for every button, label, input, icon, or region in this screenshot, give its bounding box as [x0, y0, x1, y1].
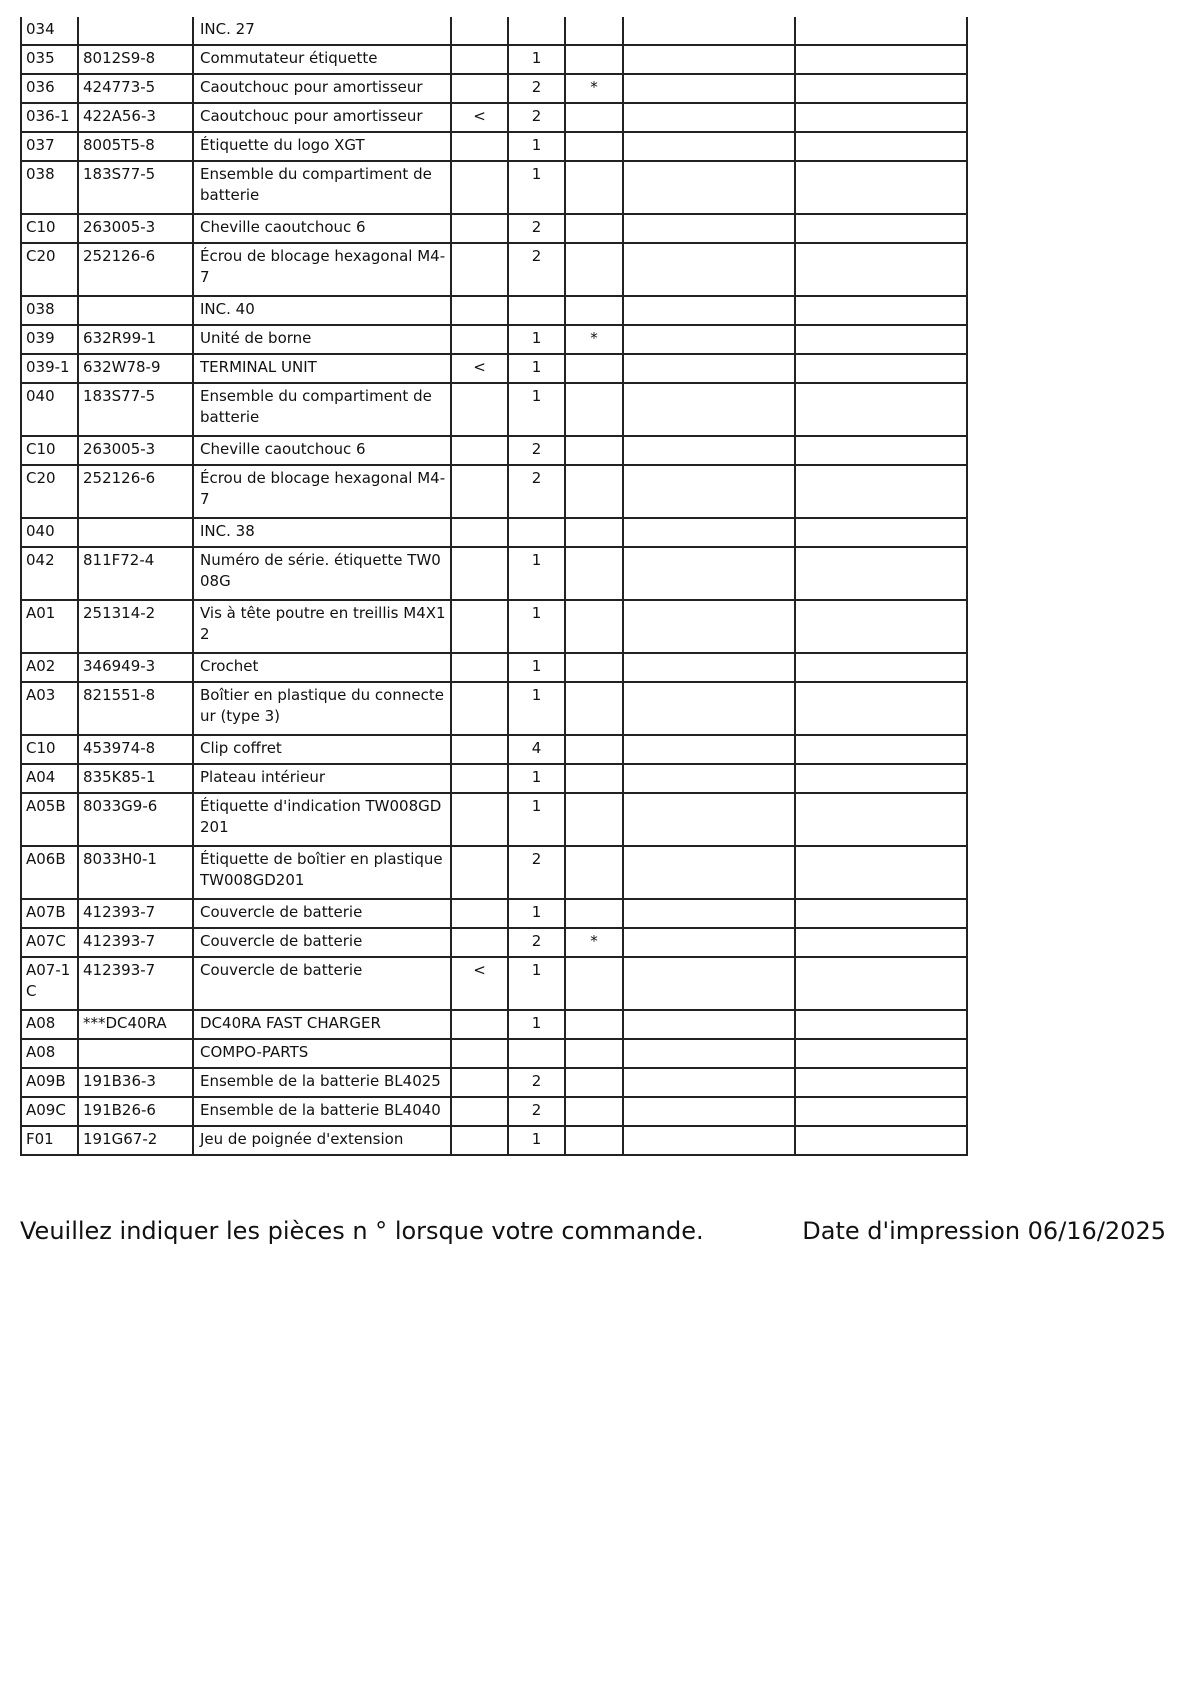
substitution-mark-cell — [451, 17, 508, 45]
part-number-cell: 8012S9-8 — [78, 45, 193, 74]
part-number-cell — [78, 17, 193, 45]
part-number-cell: 183S77-5 — [78, 383, 193, 436]
empty-cell — [623, 45, 795, 74]
empty-cell — [623, 518, 795, 547]
item-number-cell: 036-1 — [21, 103, 78, 132]
empty-cell — [795, 682, 967, 735]
table-row — [21, 547, 967, 600]
flag-cell — [565, 1097, 623, 1126]
table-row — [21, 518, 967, 547]
part-number-cell: 422A56-3 — [78, 103, 193, 132]
description-cell: Étiquette d'indication TW008GD201 — [193, 793, 451, 846]
table-row — [21, 846, 967, 899]
item-number-cell: 035 — [21, 45, 78, 74]
flag-cell — [565, 132, 623, 161]
substitution-mark-cell — [451, 735, 508, 764]
part-number-cell: 263005-3 — [78, 436, 193, 465]
quantity-cell: 2 — [508, 1068, 565, 1097]
item-number-cell: A07-1C — [21, 957, 78, 1010]
flag-cell — [565, 161, 623, 214]
empty-cell — [795, 653, 967, 682]
empty-cell — [795, 325, 967, 354]
item-number-cell: A03 — [21, 682, 78, 735]
empty-cell — [795, 1010, 967, 1039]
description-cell: Jeu de poignée d'extension — [193, 1126, 451, 1155]
empty-cell — [623, 957, 795, 1010]
part-number-cell — [78, 296, 193, 325]
flag-cell — [565, 296, 623, 325]
table-row — [21, 1126, 967, 1155]
empty-cell — [795, 1126, 967, 1155]
empty-cell — [795, 518, 967, 547]
flag-cell — [565, 243, 623, 296]
quantity-cell: 1 — [508, 899, 565, 928]
empty-cell — [795, 793, 967, 846]
table-row — [21, 74, 967, 103]
quantity-cell: 2 — [508, 846, 565, 899]
description-cell: COMPO-PARTS — [193, 1039, 451, 1068]
table-row — [21, 436, 967, 465]
substitution-mark-cell — [451, 518, 508, 547]
empty-cell — [795, 846, 967, 899]
empty-cell — [795, 74, 967, 103]
substitution-mark-cell — [451, 846, 508, 899]
empty-cell — [795, 1097, 967, 1126]
description-cell: Unité de borne — [193, 325, 451, 354]
flag-cell — [565, 1126, 623, 1155]
description-cell: Étiquette du logo XGT — [193, 132, 451, 161]
quantity-cell: 2 — [508, 436, 565, 465]
description-cell: Caoutchouc pour amortisseur — [193, 103, 451, 132]
quantity-cell — [508, 1039, 565, 1068]
flag-cell — [565, 653, 623, 682]
flag-cell — [565, 1039, 623, 1068]
part-number-cell: 8033G9-6 — [78, 793, 193, 846]
item-number-cell: 038 — [21, 296, 78, 325]
empty-cell — [623, 682, 795, 735]
substitution-mark-cell — [451, 1039, 508, 1068]
part-number-cell: 412393-7 — [78, 899, 193, 928]
table-row — [21, 735, 967, 764]
description-cell: Écrou de blocage hexagonal M4-7 — [193, 243, 451, 296]
quantity-cell — [508, 17, 565, 45]
part-number-cell: 252126-6 — [78, 465, 193, 518]
description-cell: Cheville caoutchouc 6 — [193, 436, 451, 465]
quantity-cell: 2 — [508, 1097, 565, 1126]
table-row — [21, 682, 967, 735]
order-note: Veuillez indiquer les pièces n ° lorsque votre commande. — [20, 1217, 704, 1245]
substitution-mark-cell — [451, 45, 508, 74]
empty-cell — [623, 103, 795, 132]
empty-cell — [795, 45, 967, 74]
description-cell: Ensemble du compartiment de batterie — [193, 161, 451, 214]
part-number-cell: 412393-7 — [78, 928, 193, 957]
empty-cell — [623, 1010, 795, 1039]
quantity-cell — [508, 518, 565, 547]
empty-cell — [795, 354, 967, 383]
substitution-mark-cell: < — [451, 103, 508, 132]
substitution-mark-cell — [451, 132, 508, 161]
table-row — [21, 1039, 967, 1068]
empty-cell — [623, 161, 795, 214]
flag-cell — [565, 899, 623, 928]
substitution-mark-cell — [451, 465, 508, 518]
empty-cell — [623, 74, 795, 103]
quantity-cell: 2 — [508, 74, 565, 103]
empty-cell — [795, 383, 967, 436]
empty-cell — [623, 132, 795, 161]
empty-cell — [795, 436, 967, 465]
part-number-cell: 811F72-4 — [78, 547, 193, 600]
flag-cell — [565, 214, 623, 243]
flag-cell — [565, 735, 623, 764]
quantity-cell: 2 — [508, 465, 565, 518]
item-number-cell: 040 — [21, 518, 78, 547]
part-number-cell: 251314-2 — [78, 600, 193, 653]
substitution-mark-cell — [451, 682, 508, 735]
part-number-cell: ***DC40RA — [78, 1010, 193, 1039]
print-date: Date d'impression 06/16/2025 — [802, 1217, 1166, 1245]
item-number-cell: A07B — [21, 899, 78, 928]
quantity-cell: 2 — [508, 243, 565, 296]
empty-cell — [795, 161, 967, 214]
item-number-cell: A08 — [21, 1010, 78, 1039]
empty-cell — [623, 1039, 795, 1068]
description-cell: DC40RA FAST CHARGER — [193, 1010, 451, 1039]
empty-cell — [795, 296, 967, 325]
flag-cell — [565, 1068, 623, 1097]
table-row — [21, 1097, 967, 1126]
item-number-cell: A06B — [21, 846, 78, 899]
substitution-mark-cell — [451, 325, 508, 354]
description-cell: Clip coffret — [193, 735, 451, 764]
flag-cell — [565, 45, 623, 74]
table-row — [21, 45, 967, 74]
flag-cell — [565, 518, 623, 547]
part-number-cell: 8033H0-1 — [78, 846, 193, 899]
part-number-cell — [78, 518, 193, 547]
empty-cell — [623, 653, 795, 682]
quantity-cell: 1 — [508, 45, 565, 74]
description-cell: INC. 38 — [193, 518, 451, 547]
empty-cell — [623, 928, 795, 957]
quantity-cell: 1 — [508, 793, 565, 846]
part-number-cell: 8005T5-8 — [78, 132, 193, 161]
part-number-cell: 835K85-1 — [78, 764, 193, 793]
description-cell: Numéro de série. étiquette TW008G — [193, 547, 451, 600]
quantity-cell: 1 — [508, 957, 565, 1010]
table-row — [21, 1010, 967, 1039]
item-number-cell: C10 — [21, 214, 78, 243]
empty-cell — [795, 465, 967, 518]
item-number-cell: A01 — [21, 600, 78, 653]
substitution-mark-cell — [451, 793, 508, 846]
item-number-cell: 037 — [21, 132, 78, 161]
empty-cell — [795, 735, 967, 764]
substitution-mark-cell — [451, 1097, 508, 1126]
flag-cell: * — [565, 325, 623, 354]
parts-table — [20, 17, 968, 1156]
empty-cell — [623, 17, 795, 45]
table-row — [21, 1068, 967, 1097]
substitution-mark-cell — [451, 1010, 508, 1039]
substitution-mark-cell — [451, 764, 508, 793]
item-number-cell: 039-1 — [21, 354, 78, 383]
description-cell: Ensemble du compartiment de batterie — [193, 383, 451, 436]
table-row — [21, 354, 967, 383]
part-number-cell: 424773-5 — [78, 74, 193, 103]
flag-cell: * — [565, 74, 623, 103]
quantity-cell: 2 — [508, 103, 565, 132]
quantity-cell: 1 — [508, 682, 565, 735]
item-number-cell: A07C — [21, 928, 78, 957]
empty-cell — [623, 846, 795, 899]
substitution-mark-cell: < — [451, 957, 508, 1010]
substitution-mark-cell — [451, 600, 508, 653]
item-number-cell: A09C — [21, 1097, 78, 1126]
table-row — [21, 928, 967, 957]
part-number-cell: 346949-3 — [78, 653, 193, 682]
empty-cell — [623, 1126, 795, 1155]
flag-cell — [565, 103, 623, 132]
empty-cell — [623, 547, 795, 600]
quantity-cell: 1 — [508, 600, 565, 653]
description-cell: Couvercle de batterie — [193, 957, 451, 1010]
part-number-cell: 252126-6 — [78, 243, 193, 296]
table-row — [21, 17, 967, 45]
description-cell: INC. 40 — [193, 296, 451, 325]
table-row — [21, 465, 967, 518]
empty-cell — [795, 1068, 967, 1097]
quantity-cell: 1 — [508, 547, 565, 600]
item-number-cell: 036 — [21, 74, 78, 103]
table-row — [21, 214, 967, 243]
empty-cell — [795, 214, 967, 243]
empty-cell — [623, 600, 795, 653]
substitution-mark-cell — [451, 928, 508, 957]
empty-cell — [623, 735, 795, 764]
part-number-cell: 263005-3 — [78, 214, 193, 243]
empty-cell — [623, 465, 795, 518]
item-number-cell: F01 — [21, 1126, 78, 1155]
empty-cell — [795, 1039, 967, 1068]
empty-cell — [623, 296, 795, 325]
quantity-cell: 1 — [508, 653, 565, 682]
item-number-cell: A05B — [21, 793, 78, 846]
item-number-cell: C20 — [21, 243, 78, 296]
description-cell: Ensemble de la batterie BL4040 — [193, 1097, 451, 1126]
substitution-mark-cell — [451, 243, 508, 296]
part-number-cell: 183S77-5 — [78, 161, 193, 214]
item-number-cell: A08 — [21, 1039, 78, 1068]
description-cell: Écrou de blocage hexagonal M4-7 — [193, 465, 451, 518]
item-number-cell: 042 — [21, 547, 78, 600]
empty-cell — [623, 793, 795, 846]
substitution-mark-cell — [451, 899, 508, 928]
description-cell: TERMINAL UNIT — [193, 354, 451, 383]
empty-cell — [623, 383, 795, 436]
table-row — [21, 764, 967, 793]
flag-cell — [565, 600, 623, 653]
part-number-cell — [78, 1039, 193, 1068]
empty-cell — [623, 243, 795, 296]
empty-cell — [623, 436, 795, 465]
substitution-mark-cell: < — [451, 354, 508, 383]
quantity-cell: 1 — [508, 354, 565, 383]
quantity-cell: 2 — [508, 214, 565, 243]
item-number-cell: A04 — [21, 764, 78, 793]
flag-cell — [565, 17, 623, 45]
empty-cell — [795, 764, 967, 793]
substitution-mark-cell — [451, 74, 508, 103]
flag-cell — [565, 764, 623, 793]
empty-cell — [795, 17, 967, 45]
substitution-mark-cell — [451, 296, 508, 325]
substitution-mark-cell — [451, 436, 508, 465]
description-cell: Vis à tête poutre en treillis M4X12 — [193, 600, 451, 653]
flag-cell — [565, 682, 623, 735]
parts-table-body — [21, 17, 967, 1155]
item-number-cell: A09B — [21, 1068, 78, 1097]
item-number-cell: C20 — [21, 465, 78, 518]
description-cell: Couvercle de batterie — [193, 928, 451, 957]
quantity-cell: 1 — [508, 1126, 565, 1155]
empty-cell — [795, 928, 967, 957]
quantity-cell: 2 — [508, 928, 565, 957]
flag-cell — [565, 465, 623, 518]
substitution-mark-cell — [451, 1068, 508, 1097]
flag-cell — [565, 957, 623, 1010]
flag-cell — [565, 793, 623, 846]
table-row — [21, 325, 967, 354]
empty-cell — [623, 764, 795, 793]
quantity-cell: 1 — [508, 764, 565, 793]
substitution-mark-cell — [451, 653, 508, 682]
part-number-cell: 632R99-1 — [78, 325, 193, 354]
item-number-cell: 034 — [21, 17, 78, 45]
substitution-mark-cell — [451, 214, 508, 243]
item-number-cell: C10 — [21, 436, 78, 465]
empty-cell — [795, 899, 967, 928]
part-number-cell: 191B26-6 — [78, 1097, 193, 1126]
part-number-cell: 632W78-9 — [78, 354, 193, 383]
table-row — [21, 243, 967, 296]
flag-cell — [565, 1010, 623, 1039]
table-row — [21, 132, 967, 161]
table-row — [21, 383, 967, 436]
flag-cell — [565, 547, 623, 600]
description-cell: Caoutchouc pour amortisseur — [193, 74, 451, 103]
flag-cell — [565, 436, 623, 465]
part-number-cell: 191G67-2 — [78, 1126, 193, 1155]
empty-cell — [623, 1068, 795, 1097]
substitution-mark-cell — [451, 1126, 508, 1155]
table-row — [21, 296, 967, 325]
part-number-cell: 412393-7 — [78, 957, 193, 1010]
description-cell: Cheville caoutchouc 6 — [193, 214, 451, 243]
description-cell: Étiquette de boîtier en plastique TW008GD201 — [193, 846, 451, 899]
part-number-cell: 453974-8 — [78, 735, 193, 764]
quantity-cell: 1 — [508, 1010, 565, 1039]
substitution-mark-cell — [451, 161, 508, 214]
empty-cell — [795, 132, 967, 161]
empty-cell — [623, 325, 795, 354]
table-row — [21, 161, 967, 214]
substitution-mark-cell — [451, 383, 508, 436]
quantity-cell: 1 — [508, 383, 565, 436]
empty-cell — [795, 957, 967, 1010]
description-cell: INC. 27 — [193, 17, 451, 45]
empty-cell — [795, 547, 967, 600]
quantity-cell — [508, 296, 565, 325]
item-number-cell: 040 — [21, 383, 78, 436]
item-number-cell: 039 — [21, 325, 78, 354]
description-cell: Commutateur étiquette — [193, 45, 451, 74]
description-cell: Plateau intérieur — [193, 764, 451, 793]
flag-cell — [565, 846, 623, 899]
table-row — [21, 793, 967, 846]
substitution-mark-cell — [451, 547, 508, 600]
table-row — [21, 600, 967, 653]
description-cell: Couvercle de batterie — [193, 899, 451, 928]
quantity-cell: 1 — [508, 325, 565, 354]
empty-cell — [795, 103, 967, 132]
description-cell: Ensemble de la batterie BL4025 — [193, 1068, 451, 1097]
flag-cell: * — [565, 928, 623, 957]
quantity-cell: 4 — [508, 735, 565, 764]
table-row — [21, 653, 967, 682]
empty-cell — [623, 1097, 795, 1126]
empty-cell — [623, 899, 795, 928]
empty-cell — [795, 600, 967, 653]
table-row — [21, 103, 967, 132]
item-number-cell: 038 — [21, 161, 78, 214]
empty-cell — [795, 243, 967, 296]
item-number-cell: C10 — [21, 735, 78, 764]
item-number-cell: A02 — [21, 653, 78, 682]
quantity-cell: 1 — [508, 132, 565, 161]
description-cell: Boîtier en plastique du connecteur (type 3) — [193, 682, 451, 735]
part-number-cell: 821551-8 — [78, 682, 193, 735]
flag-cell — [565, 383, 623, 436]
empty-cell — [623, 354, 795, 383]
part-number-cell: 191B36-3 — [78, 1068, 193, 1097]
description-cell: Crochet — [193, 653, 451, 682]
quantity-cell: 1 — [508, 161, 565, 214]
flag-cell — [565, 354, 623, 383]
empty-cell — [623, 214, 795, 243]
table-row — [21, 957, 967, 1010]
table-row — [21, 899, 967, 928]
